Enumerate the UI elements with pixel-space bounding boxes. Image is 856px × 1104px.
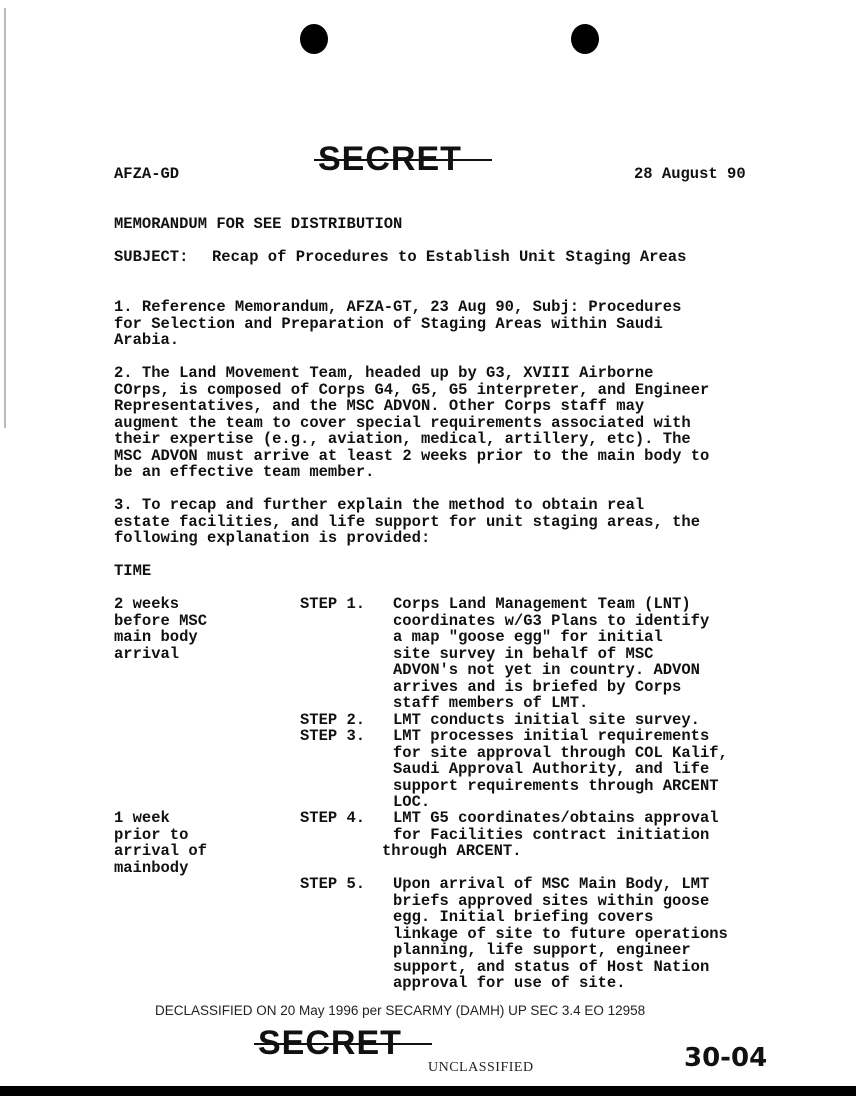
step-2-label: STEP 2. bbox=[300, 711, 366, 729]
punch-hole-left-icon bbox=[300, 24, 328, 54]
step-1-text bbox=[393, 596, 709, 712]
time-line: arrival of bbox=[114, 842, 208, 860]
paragraph-line: augment the team to cover special requirements associated with bbox=[114, 413, 691, 432]
step-line: LMT G5 coordinates/obtains approval bbox=[393, 809, 719, 827]
time-line: arrival bbox=[114, 644, 180, 663]
step-line: coordinates w/G3 Plans to identify bbox=[393, 611, 710, 630]
step-line: briefs approved sites within goose bbox=[393, 891, 710, 910]
step-line: linkage of site to future operations bbox=[393, 924, 728, 943]
time-line: 1 week bbox=[114, 809, 170, 827]
step-line: Upon arrival of MSC Main Body, LMT bbox=[393, 875, 710, 893]
step-1-label: STEP 1. bbox=[300, 595, 366, 613]
office-symbol: AFZA-GD bbox=[114, 165, 180, 183]
paragraph-line: Representatives, and the MSC ADVON. Other Corps staff may bbox=[114, 397, 645, 415]
step-line: egg. Initial briefing covers bbox=[393, 908, 654, 926]
punch-hole-right-icon bbox=[571, 24, 599, 54]
step-3-label: STEP 3. bbox=[300, 727, 366, 745]
step-line: Corps Land Management Team (LNT) bbox=[393, 595, 691, 613]
paragraph-line: for Selection and Preparation of Staging Areas within Saudi bbox=[114, 314, 663, 333]
step-line: approval for use of site. bbox=[393, 974, 626, 992]
paragraph-line: COrps, is composed of Corps G4, G5, G5 interpreter, and Engineer bbox=[114, 380, 710, 399]
classification-stamp-top: SECRET bbox=[318, 140, 462, 178]
paragraph-line: estate facilities, and life support for unit staging areas, the bbox=[114, 512, 700, 531]
paragraph-line: Arabia. bbox=[114, 331, 180, 349]
page-number: 30-04 bbox=[684, 1043, 768, 1073]
paragraph-line: their expertise (e.g., aviation, medical, artillery, etc). The bbox=[114, 430, 691, 448]
step-3-text bbox=[393, 728, 728, 811]
step-line: planning, life support, engineer bbox=[393, 941, 691, 959]
step-line: LMT conducts initial site survey. bbox=[393, 711, 700, 729]
step-line: site survey in behalf of MSC bbox=[393, 644, 654, 663]
time-block-1-week bbox=[114, 810, 207, 876]
step-line: Saudi Approval Authority, and life bbox=[393, 760, 710, 778]
time-line: main body bbox=[114, 628, 198, 646]
time-line: before MSC bbox=[114, 611, 208, 630]
paragraph-line: MSC ADVON must arrive at least 2 weeks prior to the main body to bbox=[114, 446, 710, 465]
paragraph-2 bbox=[114, 365, 774, 481]
unclassified-marking: UNCLASSIFIED bbox=[428, 1060, 534, 1075]
scan-bottom-border bbox=[0, 1086, 856, 1096]
time-line: prior to bbox=[114, 825, 189, 844]
subject-label: SUBJECT: bbox=[114, 248, 189, 266]
memo-date: 28 August 90 bbox=[634, 165, 746, 183]
paragraph-1 bbox=[114, 299, 774, 349]
step-line: for Facilities contract initiation bbox=[393, 825, 710, 844]
step-line: through ARCENT. bbox=[382, 842, 522, 860]
step-line: arrives and is briefed by Corps bbox=[393, 677, 682, 696]
step-4-text bbox=[382, 809, 719, 860]
step-line: ADVON's not yet in country. ADVON bbox=[393, 661, 700, 679]
step-line: support, and status of Host Nation bbox=[393, 957, 710, 976]
paragraph-line: 2. The Land Movement Team, headed up by G3, XVIII Airborne bbox=[114, 364, 654, 382]
paragraph-line: 3. To recap and further explain the method to obtain real bbox=[114, 496, 645, 514]
declassification-notice: DECLASSIFIED ON 20 May 1996 per SECARMY (DAMH) UP SEC 3.4 EO 12958 bbox=[155, 1003, 646, 1018]
classification-stamp-bottom: SECRET bbox=[258, 1024, 402, 1062]
paragraph-line: be an effective team member. bbox=[114, 463, 375, 481]
step-line: for site approval through COL Kalif, bbox=[393, 743, 728, 762]
step-line: staff members of LMT. bbox=[393, 694, 589, 712]
memo-for-line: MEMORANDUM FOR SEE DISTRIBUTION bbox=[114, 215, 403, 233]
step-line: a map "goose egg" for initial bbox=[393, 628, 663, 646]
step-line: LOC. bbox=[393, 793, 431, 811]
step-line: LMT processes initial requirements bbox=[393, 727, 710, 745]
step-4-label: STEP 4. bbox=[300, 809, 366, 827]
paragraph-line: following explanation is provided: bbox=[114, 529, 431, 547]
step-5-label: STEP 5. bbox=[300, 875, 366, 893]
step-5-text bbox=[393, 876, 728, 992]
scan-edge-line bbox=[4, 8, 6, 428]
time-block-2-weeks bbox=[114, 596, 207, 662]
subject-text: Recap of Procedures to Establish Unit Staging Areas bbox=[212, 248, 687, 266]
step-line: support requirements through ARCENT bbox=[393, 776, 719, 795]
time-heading: TIME bbox=[114, 562, 152, 580]
time-line: 2 weeks bbox=[114, 595, 180, 613]
paragraph-line: 1. Reference Memorandum, AFZA-GT, 23 Aug 90, Subj: Procedures bbox=[114, 298, 682, 316]
time-line: mainbody bbox=[114, 858, 189, 877]
paragraph-3 bbox=[114, 497, 774, 547]
